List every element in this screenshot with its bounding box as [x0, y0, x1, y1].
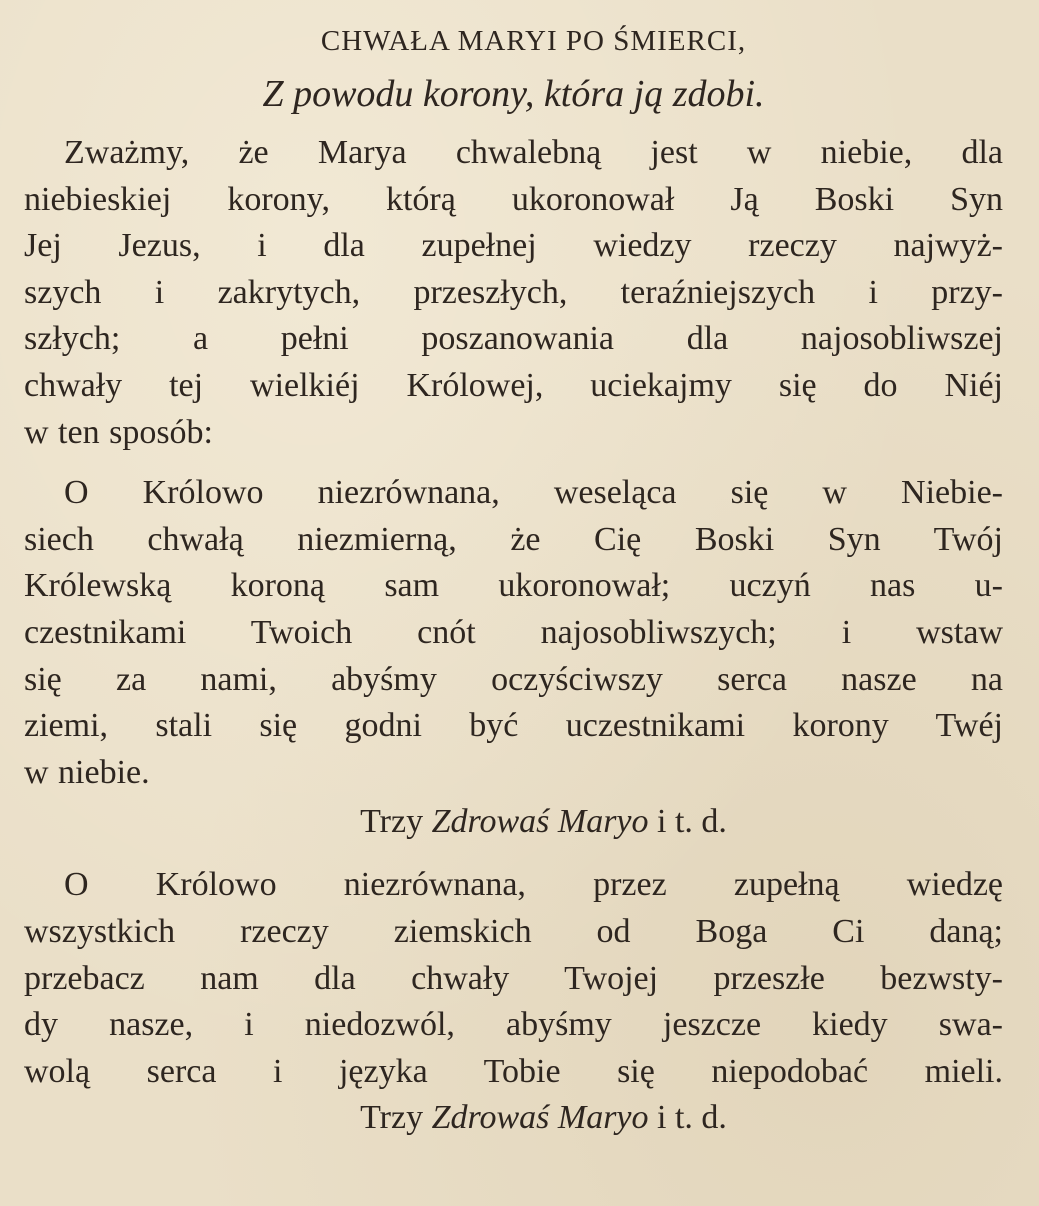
paragraph-prayer-2: [24, 862, 1003, 1095]
prayer-instruction-1: [84, 796, 1003, 848]
text-line: szych i zakrytych, przeszłych, teraźniejszych i przy-: [24, 273, 1003, 311]
prayer-count: Trzy: [360, 1099, 424, 1137]
text-line: niebieskiej korony, którą ukoronował Ją Boski Syn: [24, 180, 1003, 218]
chapter-heading: CHWAŁA MARYI PO ŚMIERCI,: [320, 25, 747, 57]
text-line: chwały tej wielkiéj Królowej, uciekajmy się do Niéj: [24, 366, 1003, 404]
chapter-subheading: Z powodu korony, która ją zdobi.: [262, 73, 765, 115]
text-line: ziemi, stali się godni być uczestnikami korony Twéj: [24, 707, 1003, 745]
prayer-name: Zdrowaś Maryo: [431, 803, 649, 841]
text-line: Królewską koroną sam ukoronował; uczyń nas u-: [24, 567, 1003, 605]
text-line: wolą serca i języka Tobie się niepodobać mieli.: [24, 1052, 1003, 1090]
prayer-count: Trzy: [360, 803, 424, 841]
paragraph-meditation: [24, 130, 1003, 456]
text-line: O Królowo niezrównana, weseląca się w Niebie-: [64, 474, 1003, 512]
prayer-instruction-2: [84, 1095, 1003, 1141]
text-line: czestnikami Twoich cnót najosobliwszych; i wstaw: [24, 613, 1003, 651]
text-line: szłych; a pełni poszanowania dla najosobliwszej: [24, 320, 1003, 358]
text-line: wszystkich rzeczy ziemskich od Boga Ci daną;: [24, 912, 1003, 950]
text-line: siech chwałą niezmierną, że Cię Boski Syn Twój: [24, 520, 1003, 558]
text-line: się za nami, abyśmy oczyściwszy serca nasze na: [24, 660, 1003, 698]
text-line: w niebie.: [24, 753, 150, 791]
text-line: O Królowo niezrównana, przez zupełną wiedzę: [64, 866, 1003, 904]
prayer-etc: i t. d.: [657, 803, 727, 841]
paragraph-prayer-1: [24, 470, 1003, 796]
text-line: Jej Jezus, i dla zupełnej wiedzy rzeczy najwyż-: [24, 227, 1003, 265]
text-line: w ten sposób:: [24, 413, 213, 451]
prayer-name: Zdrowaś Maryo: [431, 1099, 649, 1137]
text-line: przebacz nam dla chwały Twojej przeszłe bezwsty-: [24, 959, 1003, 997]
text-line: dy nasze, i niedozwól, abyśmy jeszcze kiedy swa-: [24, 1006, 1003, 1044]
text-line: Zważmy, że Marya chwalebną jest w niebie, dla: [64, 134, 1003, 171]
prayer-etc: i t. d.: [657, 1099, 727, 1137]
